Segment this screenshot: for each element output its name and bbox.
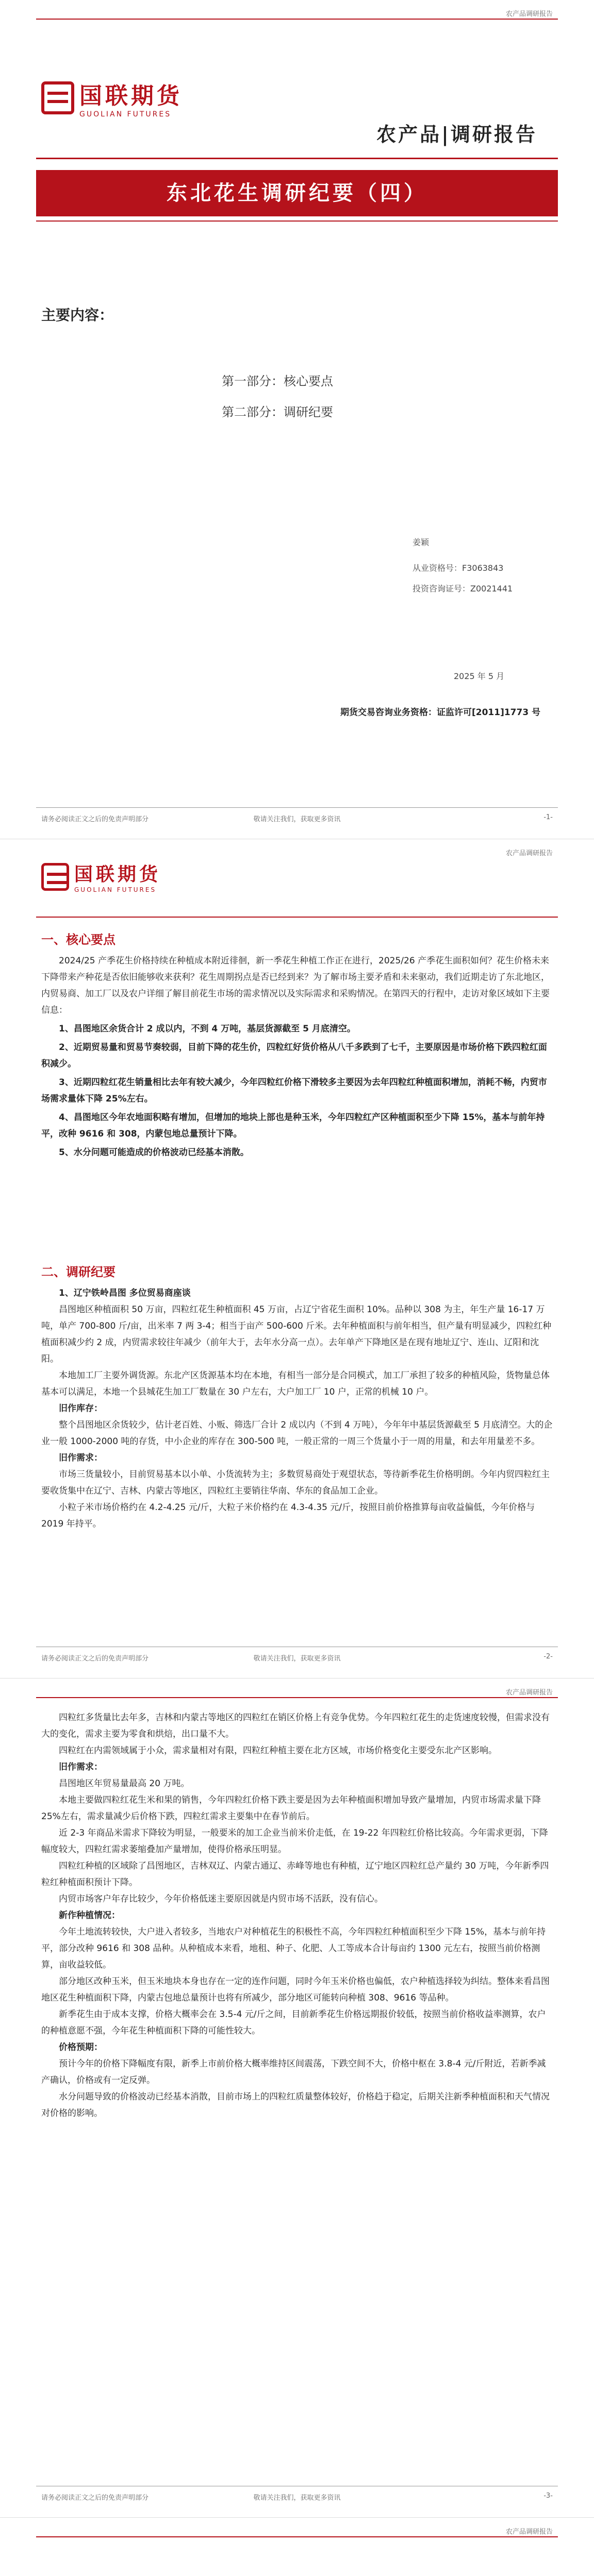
consult-id: 投资咨询证号：Z0021441 bbox=[412, 584, 513, 594]
footer-center: 敬请关注我们，获取更多资讯 bbox=[253, 816, 341, 823]
cover-rule bbox=[36, 158, 558, 159]
key-point: 1、昌图地区余货合计 2 成以内，不到 4 万吨，基层货源截至 5 月底清空。 bbox=[59, 1024, 356, 1034]
main-heading: 主要内容： bbox=[41, 307, 114, 324]
paragraph: 整个昌图地区余货较少，估计老百姓、小贩、筛选厂合计 2 成以内（不到 4 万吨），今年年中基层货源截至 5 月底清空。大的企业一般 1000-2000 吨的存货，中小企业的库存在 300-500 吨，一般正常的一周三个货量小于一周的用量，和去年用量差不多。 bbox=[41, 1420, 553, 1447]
logo-cn: 国联期货 bbox=[79, 83, 183, 109]
key-point: 2、近期贸易量和贸易节奏较弱，目前下降的花生价，四粒红好货价格从八千多跌到了七千，主要原因是市场价格下跌四粒红面积减少。 bbox=[41, 1042, 547, 1069]
cover-rule-2 bbox=[36, 221, 558, 222]
header-label: 农产品调研报告 bbox=[505, 10, 553, 18]
paragraph: 近 2-3 年商品米需求下降较为明显，一般要米的加工企业当前米价走低，在 19-22 年四粒红价格比较高。今年需求更弱，下降幅度较大，四粒红需求萎缩叠加产量增加，使得价格承压明显。 bbox=[41, 1828, 548, 1855]
footer-left: 请务必阅读正文之后的免责声明部分 bbox=[41, 2494, 149, 2502]
paragraph: 昌图地区种植面积 50 万亩，四粒红花生种植面积 45 万亩，占辽宁省花生面积 10%。品种以 308 为主，年生产量 16-17 万吨，单产 700-800 斤/亩，出米率 7 两 3-4；相当于亩产 500-600 斤米。去年种植面积与前年相当，但产量有明显减少，四粒红种植面积减少约 2 成，内贸需求较往年减少（前年大于，去年水分高一点）。去年单产下降地区是在现有地址辽宁、连山、辽阳和沈阳。 bbox=[41, 1304, 552, 1364]
key-point: 4、昌图地区今年农地面积略有增加，但增加的地块上部也是种玉米，今年四粒红产区种植面积至少下降 15%，基本与前年持平，改种 9616 和 308，内蒙包地总量预计下降。 bbox=[41, 1112, 545, 1139]
page-number: -2- bbox=[543, 1653, 553, 1660]
page-cover bbox=[0, 0, 594, 839]
paragraph: 今年土地流转较快，大户进入者较多，当地农户对种植花生的积极性不高，今年四粒红种植面积至少下降 15%，基本与前年持平，部分改种 9616 和 308 品种。从种植成本来看，地租、种子、化肥、人工等成本合计每亩约 1300 元左右，按照当前价格测算，亩收益较低。 bbox=[41, 1927, 546, 1970]
key-point: 3、近期四粒红花生销量相比去年有较大减少，今年四粒红价格下滑较多主要因为去年四粒红种植面积增加，消耗不畅，内贸市场需求量体下降 25%左右。 bbox=[41, 1077, 547, 1104]
section-title: 一、核心要点 bbox=[41, 933, 116, 947]
paragraph: 昌图地区年贸易量最高 20 万吨。 bbox=[59, 1778, 190, 1789]
page-2 bbox=[0, 839, 594, 1679]
footer-left: 请务必阅读正文之后的免责声明部分 bbox=[41, 1655, 149, 1663]
paragraph: 预计今年的价格下降幅度有限，新季上市前价格大概率维持区间震荡，下跌空间不大，价格中枢在 3.8-4 元/斤附近，若新季减产确认，价格或有一定反弹。 bbox=[41, 2059, 546, 2086]
page-footer bbox=[41, 1653, 553, 1663]
section-body bbox=[41, 1709, 553, 2122]
paragraph: 市场三货量较小，目前贸易基本以小单、小货流转为主；多数贸易商处于观望状态，等待新季花生价格明朗。今年内贸四粒红主要收货集中在辽宁、吉林、内蒙古等地区，四粒红主要销往华南、华东的食品加工企业。 bbox=[41, 1469, 550, 1496]
paragraph: 部分地区改种玉米，但玉米地块本身也存在一定的连作问题，同时今年玉米价格也偏低，农户种植选择较为纠结。整体来看昌图地区花生种植面积下降，内蒙古包地总量预计也将有所减少，部分地区可能转向种植 308、9616 等品种。 bbox=[41, 1976, 550, 2003]
company-logo bbox=[41, 77, 183, 118]
toc-item: 第一部分：核心要点 bbox=[222, 374, 333, 388]
paragraph: 小粒子米市场价格约在 4.2-4.25 元/斤，大粒子米价格约在 4.3-4.35 元/斤，按照目前价格推算每亩收益偏低，今年价格与 2019 年持平。 bbox=[41, 1502, 535, 1529]
logo-en: GUOLIAN FUTURES bbox=[79, 110, 172, 118]
license: 期货交易咨询业务资格：证监许可[2011]1773 号 bbox=[340, 707, 541, 718]
paragraph: 新季花生由于成本支撑，价格大概率会在 3.5-4 元/斤之间，目前新季花生价格远期报价较低，按照当前价格收益率测算，农户的种植意愿不强，今年花生种植面积下降的可能性较大。 bbox=[41, 2009, 546, 2036]
section-body bbox=[41, 1285, 553, 1532]
footer-center: 敬请关注我们，获取更多资讯 bbox=[253, 2494, 341, 2502]
footer-rule bbox=[36, 807, 558, 808]
report-title: 东北花生调研纪要（四） bbox=[36, 170, 558, 216]
qualification: 从业资格号：F3063843 bbox=[412, 563, 504, 573]
paragraph: 水分问题导致的价格波动已经基本消散，目前市场上的四粒红质量整体较好，价格趋于稳定，后期关注新季种植面积和天气情况对价格的影响。 bbox=[41, 2092, 550, 2119]
report-type: 农产品|调研报告 bbox=[376, 123, 537, 146]
logo-icon bbox=[41, 81, 74, 114]
page-footer bbox=[41, 814, 553, 823]
paragraph: 本地主要做四粒红花生米和果的销售，今年四粒红价格下跌主要是因为去年种植面积增加导致产量增加，内贸市场需求量下降 25%左右，需求量减少后价格下跌，四粒红需求主要集中在春节前后。 bbox=[41, 1795, 541, 1822]
header-rule bbox=[36, 19, 558, 20]
page-footer bbox=[41, 2492, 553, 2502]
subheading: 价格预期： bbox=[59, 2042, 103, 2053]
page-4 bbox=[0, 2518, 594, 2576]
header-label: 农产品调研报告 bbox=[505, 2528, 553, 2536]
footer-left: 请务必阅读正文之后的免责声明部分 bbox=[41, 816, 149, 823]
company-logo bbox=[41, 860, 161, 893]
header-rule bbox=[36, 1697, 558, 1698]
section-title: 二、调研纪要 bbox=[41, 1265, 116, 1279]
subheading: 新作种植情况： bbox=[59, 1910, 120, 1921]
paragraph: 本地加工厂主要外调货源。东北产区货源基本均在本地，有相当一部分是合同模式，加工厂承担了较多的种植风险，货物量总体基本可以满足，本地一个县城花生加工厂数量在 30 户左右，大户加工厂 10 户，正常的机械 10 户。 bbox=[41, 1370, 550, 1397]
logo-icon bbox=[41, 863, 69, 891]
paragraph: 四粒红在内需领域属于小众，需求量相对有限，四粒红种植主要在北方区域，市场价格变化主要受东北产区影响。 bbox=[59, 1745, 497, 1756]
paragraph: 内贸市场客户年存比较少，今年价格低迷主要原因就是内贸市场不活跃，没有信心。 bbox=[59, 1894, 383, 1904]
header-label: 农产品调研报告 bbox=[505, 850, 553, 857]
section-body bbox=[41, 953, 553, 1161]
logo-en: GUOLIAN FUTURES bbox=[74, 886, 157, 893]
header-rule bbox=[36, 917, 558, 918]
page-number: -1- bbox=[543, 814, 553, 821]
paragraph: 四粒红多货量比去年多，吉林和内蒙古等地区的四粒红在销区价格上有竞争优势。今年四粒红花生的走货速度较慢，但需求没有大的变化，需求主要为零食和烘焙，出口量不大。 bbox=[41, 1713, 550, 1739]
footer-center: 敬请关注我们，获取更多资讯 bbox=[253, 1655, 341, 1663]
subheading: 旧作需求： bbox=[59, 1453, 103, 1463]
subheading: 旧作需求： bbox=[59, 1762, 103, 1772]
toc-item: 第二部分：调研纪要 bbox=[222, 405, 333, 419]
logo-cn: 国联期货 bbox=[74, 863, 161, 885]
subsection-title: 1、辽宁铁岭昌图 多位贸易商座谈 bbox=[59, 1288, 191, 1298]
key-point: 5、水分问题可能造成的价格波动已经基本消散。 bbox=[59, 1147, 249, 1158]
header-rule bbox=[36, 2536, 558, 2537]
page-number: -3- bbox=[543, 2492, 553, 2500]
author: 姜颖 bbox=[412, 537, 430, 547]
header-label: 农产品调研报告 bbox=[505, 1689, 553, 1697]
subheading: 旧作库存： bbox=[59, 1403, 103, 1414]
paragraph: 四粒红种植的区域除了昌图地区，吉林双辽、内蒙古通辽、赤峰等地也有种植，辽宁地区四粒红总产量约 30 万吨，今年新季四粒红种植面积预计下降。 bbox=[41, 1861, 549, 1888]
report-date: 2025 年 5 月 bbox=[454, 671, 505, 681]
page-3 bbox=[0, 1679, 594, 2518]
intro-paragraph: 2024/25 产季花生价格持续在种植成本附近徘徊，新一季花生种植工作正在进行，2025/26 产季花生面积如何？花生价格未来下降带来产种花是否依旧能够收来获利？花生周期拐点是否已经到来？为了解市场主要矛盾和未来驱动，我们近期走访了东北地区，内贸易商、加工厂以及农户详细了解目前花生市场的需求情况以及实际需求和采购情况。在第四天的行程中，走访对象区域如下主要信息： bbox=[41, 956, 550, 1015]
